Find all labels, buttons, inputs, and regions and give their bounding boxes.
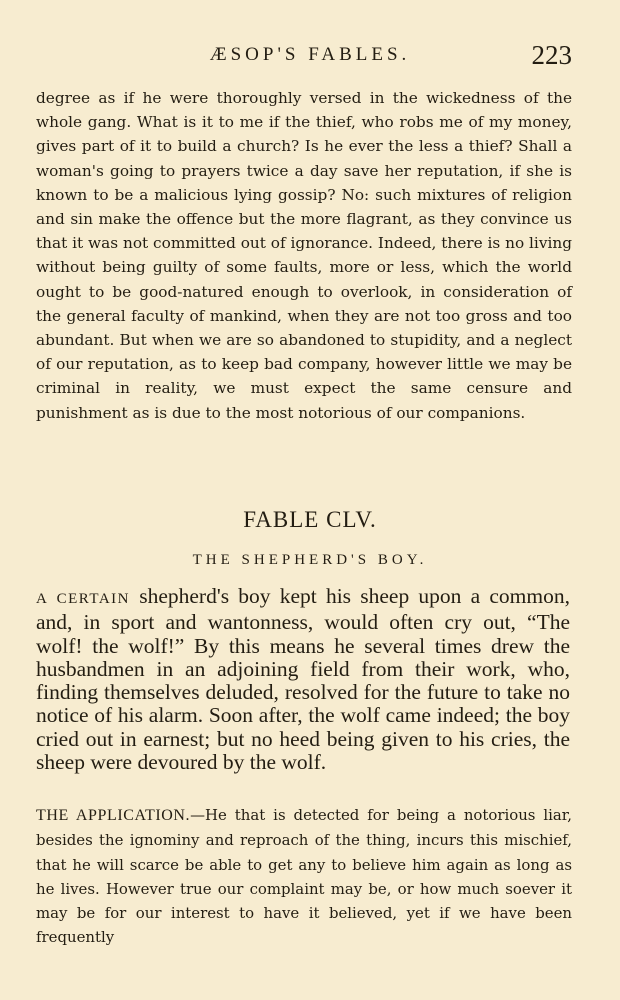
fable-title: FABLE CLV. bbox=[243, 507, 377, 532]
running-head bbox=[0, 40, 620, 80]
fable-body-text: shepherd's boy kept his sheep upon a common, and, in sport and wantonness, would often cry out, “The wolf! the wolf!” By this means he several times drew the husbandmen in an adjoining field from their work, who, finding themselves deluded, resolved for the future to take no notice of his alarm. Soon after, the wolf came indeed; the boy cried out in earnest; but no heed being given to his cries, the sheep were devoured by the wolf. bbox=[36, 584, 570, 775]
application-text: —He that is detected for being a notorious liar, besides the ignominy and reproach of the thing, incurs this mischief, that he will scarce be able to get any to believe him again as long as he lives. However true our complaint may be, or how much soever it may be for our interest to have it believed, yet if we have been frequently bbox=[36, 806, 572, 947]
application-label: THE APPLICATION. bbox=[36, 807, 191, 824]
fable-lead-words: A CERTAIN bbox=[36, 591, 130, 607]
previous-fable-text: degree as if he were thoroughly versed in the wickedness of the whole gang. What is it to me if the thief, who robs me of my money, gives part of it to build a church? Is he ever the less a thief? Shall a woman's going to prayers twice a day save her reputation, if she is known to be a malicious lying gossip? No: such mixtures of religion and sin make the offence but the more flagrant, as they convince us that it was not committed out of ignorance. Indeed, there is no living without being guilty of some faults, more or less, which the world ought to be good-natured enough to overlook, in consideration of the general faculty of mankind, when they are not too gross and too abundant. But when we are so abandoned to stupidity, and a neglect of our reputation, as to keep bad company, however little we may be criminal in reality, we must expect the same censure and punishment as is due to the most notorious of our companions. bbox=[36, 89, 572, 422]
running-title: ÆSOP'S FABLES. bbox=[209, 44, 411, 65]
page-number: 223 bbox=[531, 40, 572, 70]
fable-subtitle: THE SHEPHERD'S BOY. bbox=[192, 552, 428, 568]
fable-body bbox=[36, 585, 570, 774]
fable-application bbox=[36, 803, 572, 950]
